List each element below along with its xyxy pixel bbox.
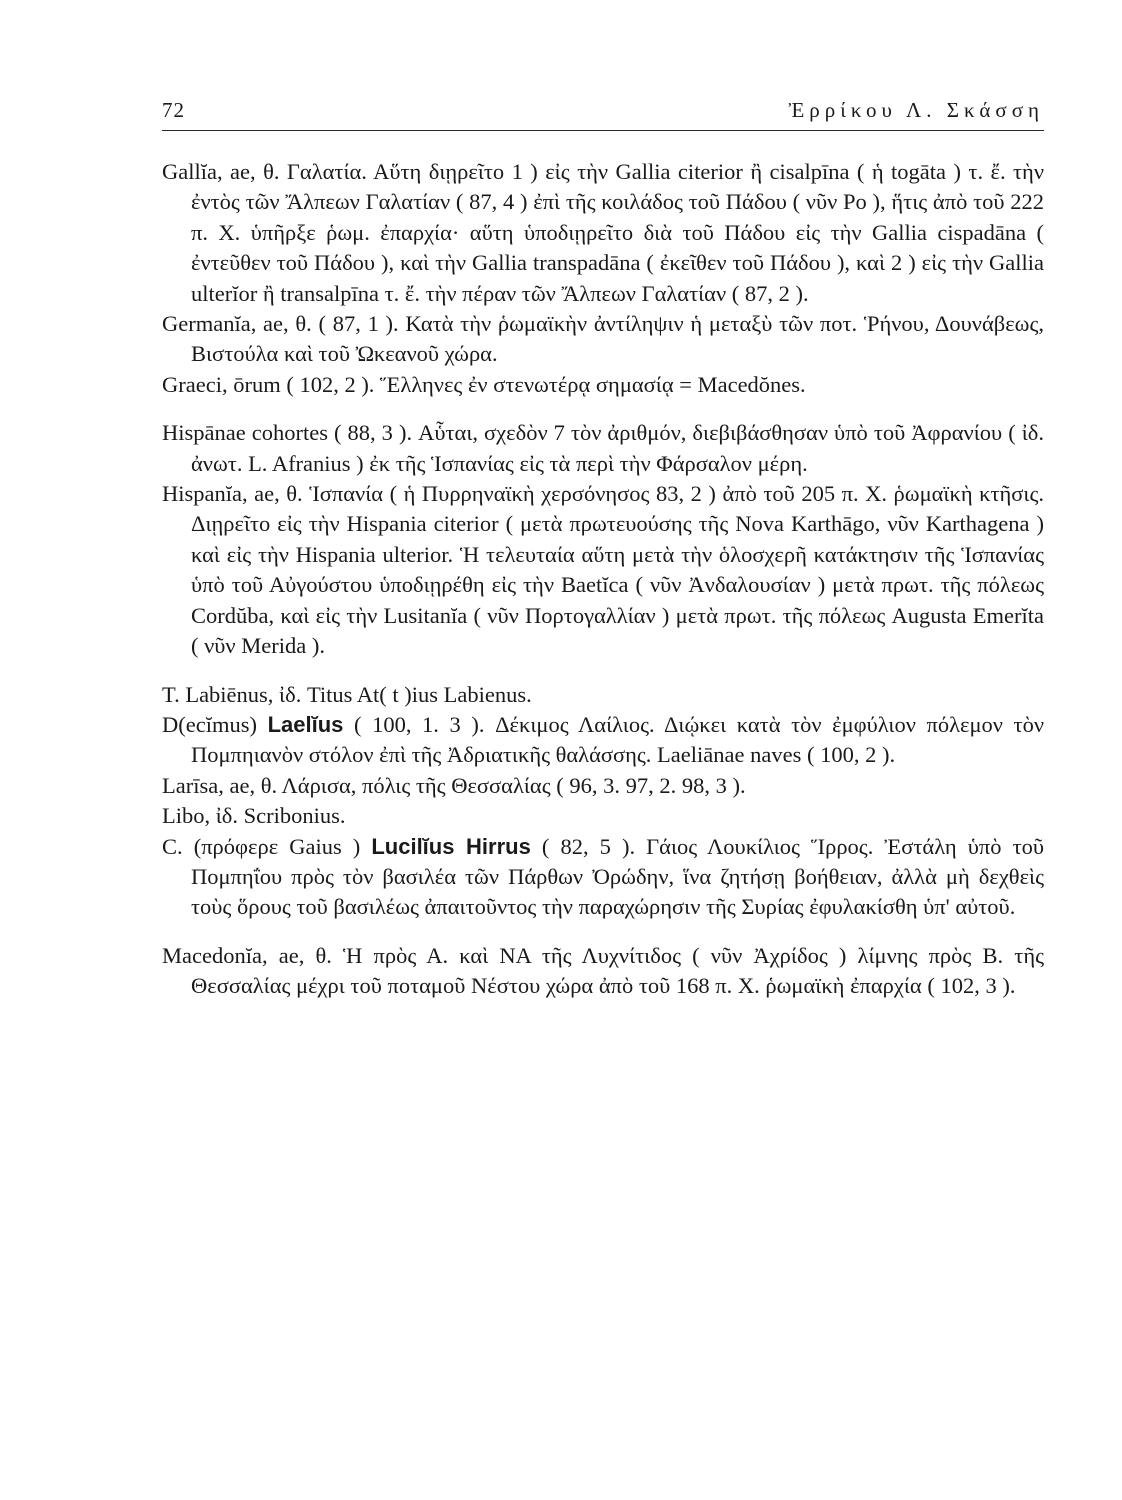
entry-headword: Laelĭus	[267, 711, 344, 737]
glossary-entry	[162, 832, 1044, 923]
glossary-entries	[162, 157, 1044, 1002]
entry-headword: Lucilĭus Hirrus	[371, 833, 531, 859]
entry-text: Germanĭa, ae, θ. ( 87, 1 ). Κατὰ τὴν ῥωμαϊκὴν ἀντίληψιν ἡ μεταξὺ τῶν ποτ. Ῥήνου, Δουνάβεως, Βιστούλα καὶ τοῦ Ὠκεανοῦ χώρα.	[162, 311, 1044, 367]
glossary-entry	[162, 157, 1044, 309]
glossary-entry	[162, 370, 1044, 400]
entry-text: Macedonĭa, ae, θ. Ἡ πρὸς Α. καὶ ΝΑ τῆς Λυχνίτιδος ( νῦν Ἀχρίδος ) λίμνης πρὸς Β. τῆς Θεσσαλίας μέχρι τοῦ ποταμοῦ Νέστου χώρα ἀπὸ τοῦ 168 π. Χ. ῥωμαϊκὴ ἐπαρχία ( 102, 3 ).	[162, 942, 1044, 999]
page-number: 72	[162, 98, 185, 122]
glossary-entry	[162, 479, 1044, 661]
glossary-entry	[162, 801, 1044, 831]
glossary-entry	[162, 710, 1044, 771]
glossary-entry	[162, 771, 1044, 801]
entry-text: Graeci, ōrum ( 102, 2 ). Ἕλληνες ἐν στενωτέρᾳ σημασίᾳ = Macedŏnes.	[162, 371, 806, 397]
entry-text: Hispanĭa, ae, θ. Ἱσπανία ( ἡ Πυρρηναϊκὴ χερσόνησος 83, 2 ) ἀπὸ τοῦ 205 π. Χ. ῥωμαϊκὴ κτῆσις. Διῃρεῖτο εἰς τὴν Hispania citerior ( μετὰ πρωτευούσης τῆς Nova Karthāgo, νῦν Karthagena ) καὶ εἰς τὴν Hispania ulterior. Ἡ τελευταία αὕτη μετὰ τὴν ὁλοσχερῆ κατάκτησιν τῆς Ἱσπανίας ὑπὸ τοῦ Αὐγούστου ὑποδιῃρέθη εἰς τὴν Baetĭca ( νῦν Ἀνδαλουσίαν ) μετὰ πρωτ. τῆς πόλεως Cordŭba, καὶ εἰς τὴν Lusitanĭa ( νῦν Πορτογαλλίαν ) μετὰ πρωτ. τῆς πόλεως Augusta Emerĭta ( νῦν Merida ).	[162, 481, 1044, 659]
glossary-entry	[162, 941, 1044, 1002]
glossary-entry	[162, 309, 1044, 370]
document-page	[162, 98, 1044, 1002]
entry-text: Larīsa, ae, θ. Λάρισα, πόλις τῆς Θεσσαλίας ( 96, 3. 97, 2. 98, 3 ).	[162, 772, 746, 798]
entry-text: C. (πρόφερε Gaius )	[162, 833, 372, 859]
entry-text: D(ecĭmus)	[162, 711, 268, 737]
glossary-entry	[162, 418, 1044, 479]
entry-text: Hispānae cohortes ( 88, 3 ). Αὗται, σχεδὸν 7 τὸν ἀριθμόν, διεβιβάσθησαν ὑπὸ τοῦ Ἀφρανίου ( ἰδ. ἀνωτ. L. Afranius ) ἐκ τῆς Ἱσπανίας εἰς τὰ περὶ τὴν Φάρσαλον μέρη.	[162, 420, 1044, 476]
entry-text: Gallĭa, ae, θ. Γαλατία. Αὕτη διῃρεῖτο 1 ) εἰς τὴν Gallia citerior ἢ cisalpīna ( ἡ togāta ) τ. ἔ. τὴν ἐντὸς τῶν Ἄλπεων Γαλατίαν ( 87, 4 ) ἐπὶ τῆς κοιλάδος τοῦ Πάδου ( νῦν Po ), ἥτις ἀπὸ τοῦ 222 π. Χ. ὑπῆρξε ῥωμ. ἐπαρχία· αὕτη ὑποδιῃρεῖτο διὰ τοῦ Πάδου εἰς τὴν Gallia cispadāna ( ἐντεῦθεν τοῦ Πάδου ), καὶ τὴν Gallia transpadāna ( ἐκεῖθεν τοῦ Πάδου ), καὶ 2 ) εἰς τὴν Gallia ulterĭor ἢ transalpīna τ. ἔ. τὴν πέραν τῶν Ἄλπεων Γαλατίαν ( 87, 2 ).	[162, 159, 1044, 306]
entry-text: ( 100, 1. 3 ). Δέκιμος Λαίλιος. Διῴκει κατὰ τὸν ἐμφύλιον πόλεμον τὸν Πομπηιανὸν στόλον ἐπὶ τῆς Ἀδριατικῆς θαλάσσης. Laeliānae naves ( 100, 2 ).	[191, 711, 1045, 768]
entry-text: Libo, ἰδ. Scribonius.	[162, 803, 346, 829]
entry-text: T. Labiēnus, ἰδ. Titus At( t )ius Labienus.	[162, 681, 532, 707]
entry-text: ( 82, 5 ). Γάιος Λουκίλιος Ἵρρος. Ἐστάλη ὑπὸ τοῦ Πομπηΐου πρὸς τὸν βασιλέα τῶν Πάρθων Ὀρώδην, ἵνα ζητήσῃ βοήθειαν, ἀλλὰ μὴ δεχθεὶς τοὺς ὅρους τοῦ βασιλέως ἀπαιτοῦντος τὴν παραχώρησιν τῆς Συρίας ἐφυλακίσθη ὑπ' αὐτοῦ.	[191, 833, 1044, 920]
running-header	[162, 98, 1044, 131]
running-title: Ἐρρίκου Λ. Σκάσση	[788, 98, 1044, 122]
glossary-entry	[162, 680, 1044, 710]
